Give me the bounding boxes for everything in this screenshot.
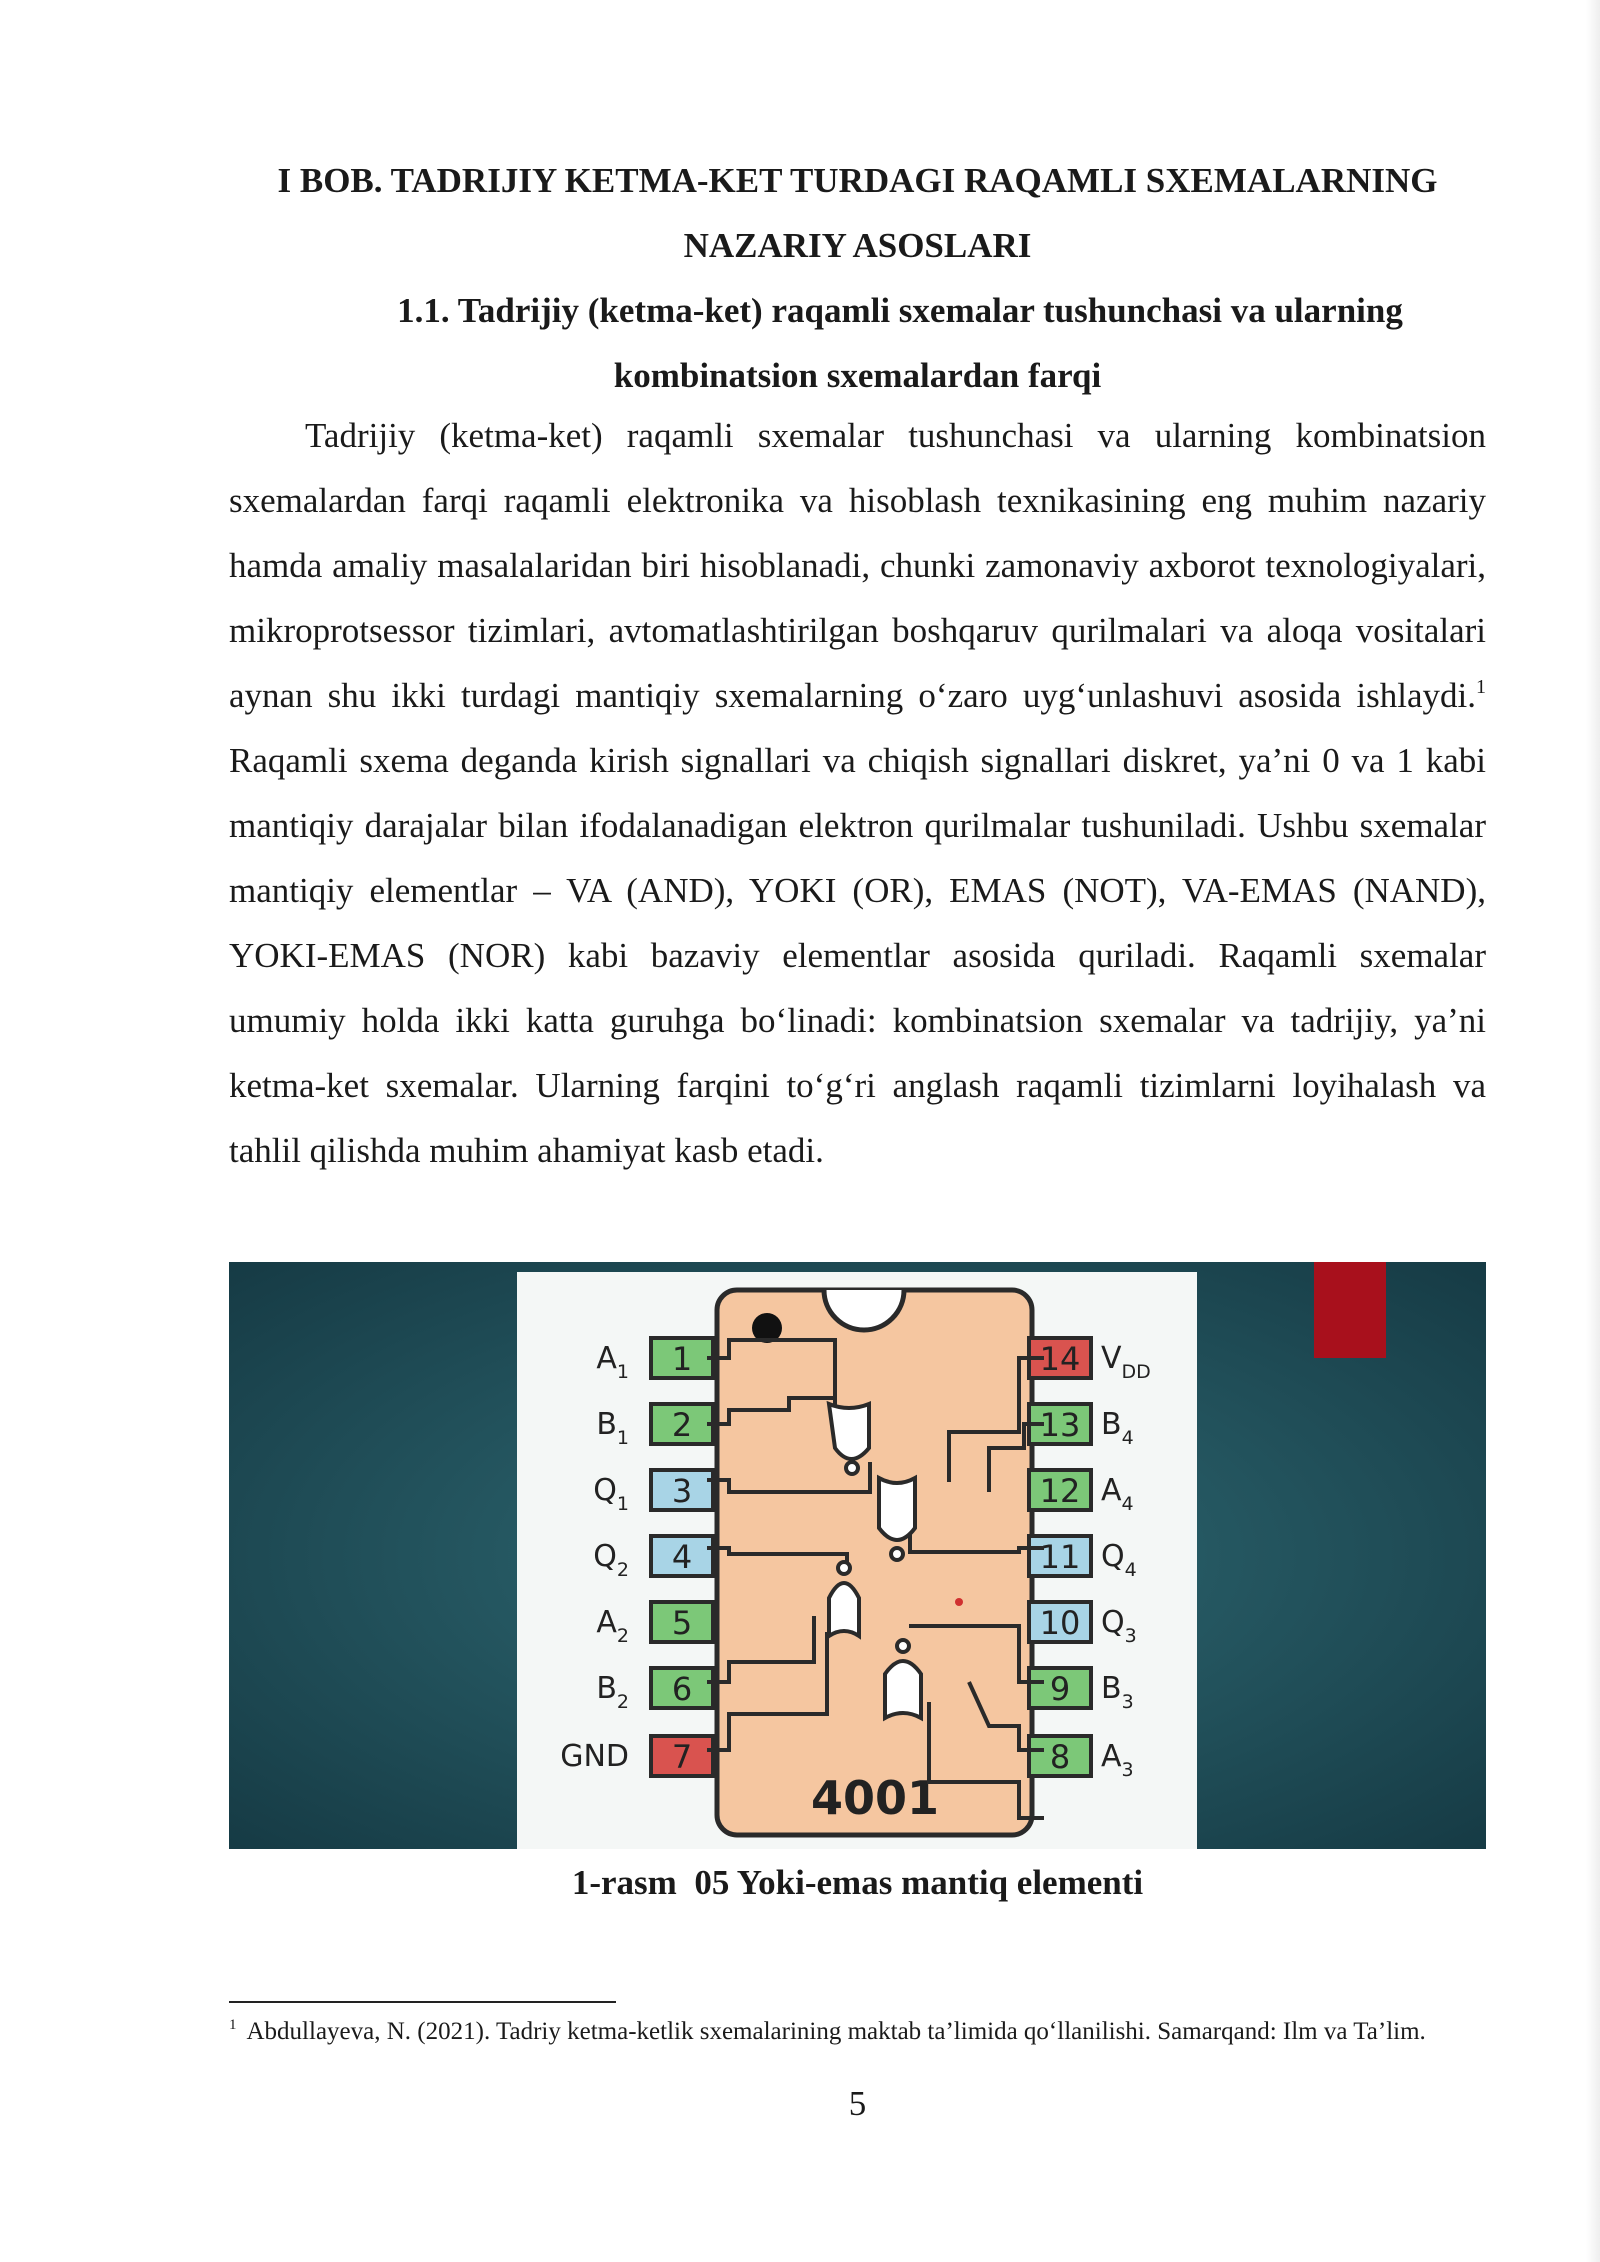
paragraph-text-before-ref: Tadrijiy (ketma-ket) raqamli sxemalar tushunchasi va ularning kombinatsion sxemalardan farqi raqamli elektronika va hisoblash texnikasining eng muhim nazariy hamda amaliy masalalaridan biri hisoblanadi, chunki zamonaviy axborot texnologiyalari, mikroprotsessor tizimlari, avtomatlashtirilgan boshqaruv qurilmalari va aloqa vositalari aynan shu ikki turdagi mantiqiy sxemalarning o‘zaro uyg‘unlashuvi asosida ishlaydi. (229, 416, 1486, 715)
pin-number-13: 13 (1039, 1406, 1081, 1444)
pin-label-6: $B_2$ (596, 1671, 629, 1713)
page-edge (1586, 0, 1600, 2262)
footnote-mark: 1 (229, 2017, 237, 2033)
pin-number-11: 11 (1039, 1538, 1081, 1576)
pin-number-3: 3 (671, 1472, 693, 1510)
pin-label-10: $Q_3$ (1101, 1605, 1137, 1647)
figure-4001-pinout (229, 1262, 1486, 1849)
pin-number-12: 12 (1039, 1472, 1081, 1510)
pin-number-4: 4 (671, 1538, 693, 1576)
pin-number-5: 5 (671, 1604, 693, 1642)
pin-label-7: GND (560, 1739, 629, 1774)
footnote-separator (229, 2001, 616, 2003)
pin-label-14: $V_{DD}$ (1101, 1341, 1151, 1383)
nor-gate-4 (885, 1661, 921, 1718)
chip-diagram (229, 1262, 1486, 1849)
pin-label-12: $A_4$ (1101, 1473, 1134, 1515)
section-title (229, 278, 1486, 408)
footnote (229, 2016, 1486, 2047)
figure-caption: 1-rasm 05 Yoki-emas mantiq elementi (571, 1863, 1144, 1902)
section-title-line1: 1.1. Tadrijiy (ketma-ket) raqamli sxemalar tushunchasi va ularning (397, 291, 1403, 330)
nor-gate-3 (829, 1583, 859, 1636)
pin-number-7: 7 (671, 1738, 693, 1776)
pin-number-1: 1 (671, 1340, 693, 1378)
chip-number: 4001 (810, 1771, 940, 1825)
pin-number-10: 10 (1039, 1604, 1081, 1642)
pin-number-14: 14 (1039, 1340, 1081, 1378)
nor-gate-1 (829, 1404, 869, 1459)
pin-label-1: $A_1$ (596, 1341, 629, 1383)
paragraph-text-after-ref: Raqamli sxema deganda kirish signallari va chiqish signallari diskret, ya’ni 0 va 1 kabi mantiqiy darajalar bilan ifodalanadigan elektron qurilmalar tushuniladi. Ushbu sxemalar mantiqiy elementlar – VA (AND), YOKI (OR), EMAS (NOT), VA-EMAS (NAND), YOKI-EMAS (NOR) kabi bazaviy elementlar asosida quriladi. Raqamli sxemalar umumiy holda ikki katta guruhga bo‘linadi: kombinatsion sxemalar va tadrijiy, ya’ni ketma-ket sxemalar. Ularning farqini to‘g‘ri anglash raqamli tizimlarni loyihalash va tahlil qilishda muhim ahamiyat kasb etadi. (229, 741, 1486, 1170)
accent-tab (1314, 1262, 1386, 1358)
pin-label-11: $Q_4$ (1101, 1539, 1137, 1581)
pin-label-13: $B_4$ (1101, 1407, 1134, 1449)
page-number: 5 (848, 2084, 867, 2123)
footnote-reference[interactable]: 1 (1476, 676, 1486, 698)
pin-number-8: 8 (1049, 1738, 1071, 1776)
pin-number-2: 2 (671, 1406, 693, 1444)
pin-label-3: $Q_1$ (593, 1473, 629, 1515)
pin-label-4: $Q_2$ (593, 1539, 629, 1581)
body-paragraph (229, 403, 1486, 1183)
pin-number-6: 6 (671, 1670, 693, 1708)
nor-gate-2 (879, 1478, 915, 1540)
pin-label-2: $B_1$ (596, 1407, 629, 1449)
red-dot (955, 1598, 963, 1606)
pin-label-5: $A_2$ (596, 1605, 629, 1647)
section-title-line2: kombinatsion sxemalardan farqi (613, 356, 1102, 395)
pin-label-9: $B_3$ (1101, 1671, 1134, 1713)
footnote-text: Abdullayeva, N. (2021). Tadriy ketma-ketlik sxemalarining maktab ta’limida qo‘llanilishi. Samarqand: Ilm va Ta’lim. (246, 2018, 1426, 2045)
pin-label-8: $A_3$ (1101, 1739, 1134, 1781)
pin-number-9: 9 (1049, 1670, 1071, 1708)
chip-body (717, 1290, 1032, 1835)
chapter-title: I BOB. TADRIJIY KETMA-KET TURDAGI RAQAMLI SXEMALARNING NAZARIY ASOSLARI (277, 161, 1438, 265)
